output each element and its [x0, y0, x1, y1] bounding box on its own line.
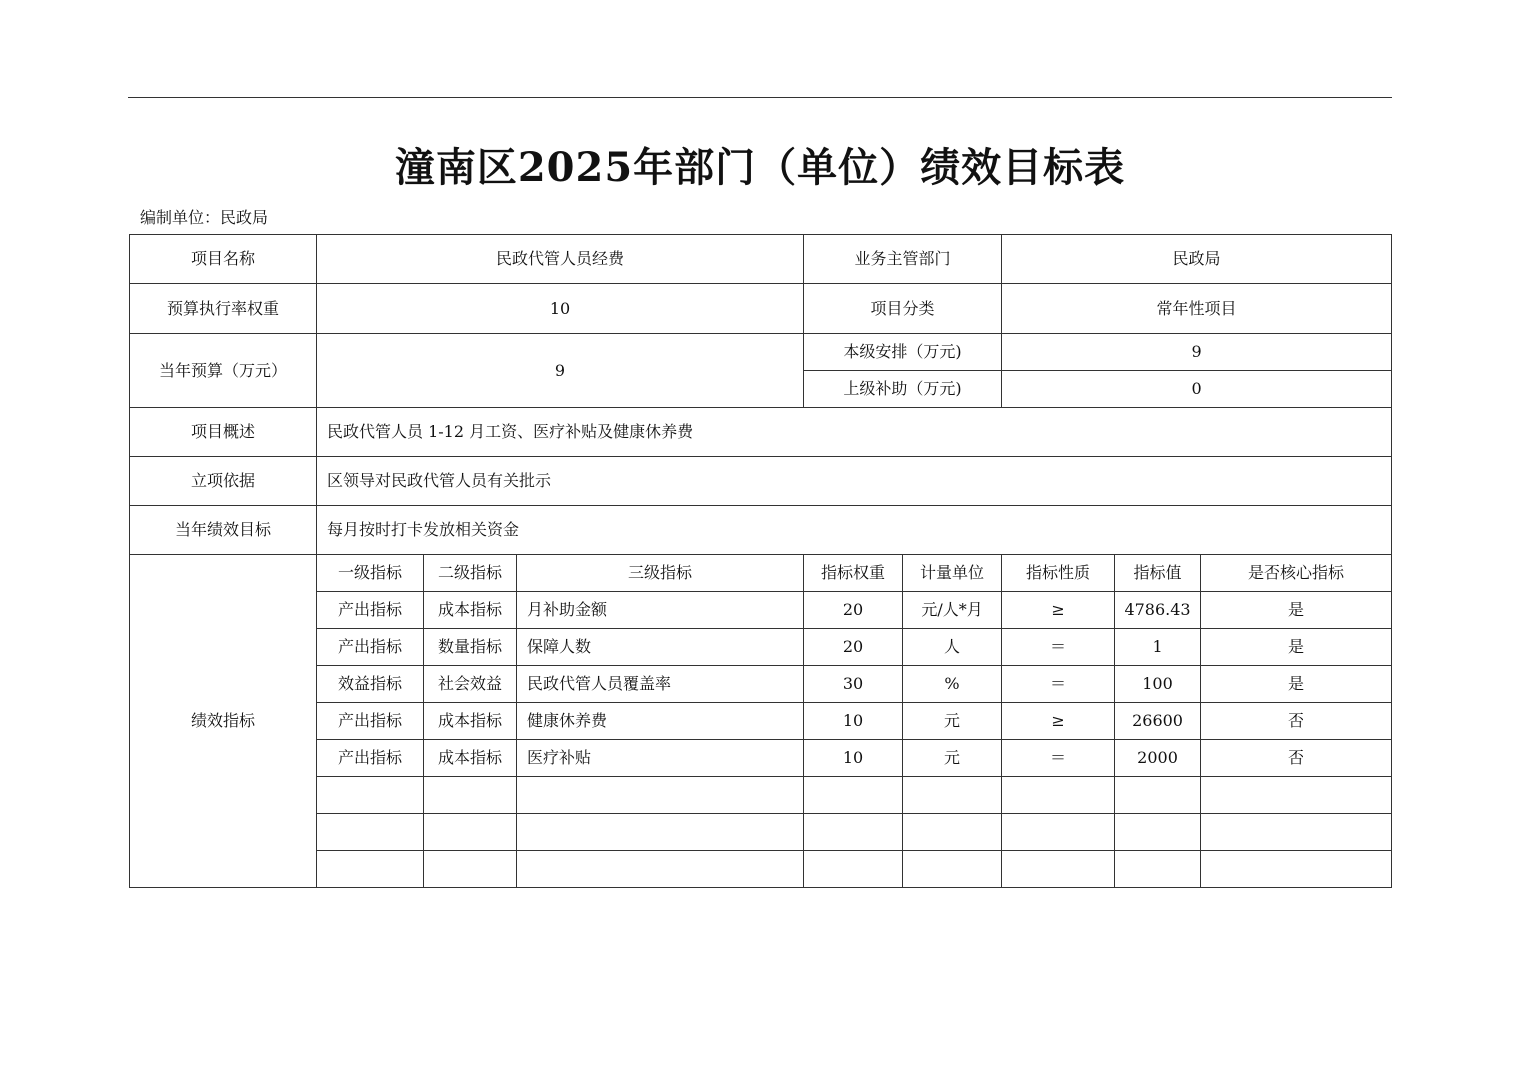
goal-value: 每月按时打卡发放相关资金: [317, 506, 1392, 555]
indicator-row-empty: [130, 777, 1392, 814]
budget-label: 当年预算（万元）: [130, 334, 317, 408]
empty-cell: [1201, 851, 1392, 888]
level1-cell: 产出指标: [317, 592, 424, 629]
nature-cell: ＝: [1002, 666, 1115, 703]
local-label: 本级安排（万元): [804, 334, 1002, 371]
level1-cell: 效益指标: [317, 666, 424, 703]
header-cell: 指标值: [1115, 555, 1201, 592]
indicator-header-row: [130, 555, 1392, 592]
empty-cell: [804, 777, 903, 814]
core-cell: 否: [1201, 740, 1392, 777]
level3-cell: 民政代管人员覆盖率: [517, 666, 804, 703]
empty-cell: [1002, 814, 1115, 851]
weight-cell: 10: [804, 703, 903, 740]
empty-cell: [424, 814, 517, 851]
value-cell: 4786.43: [1115, 592, 1201, 629]
category-value: 常年性项目: [1002, 284, 1392, 334]
level2-cell: 成本指标: [424, 592, 517, 629]
header-rule: [128, 97, 1392, 98]
header-cell: 三级指标: [517, 555, 804, 592]
header-cell: 计量单位: [903, 555, 1002, 592]
table-row: [130, 235, 1392, 284]
project-name-label: 项目名称: [130, 235, 317, 284]
header-cell: 指标权重: [804, 555, 903, 592]
unit-cell: %: [903, 666, 1002, 703]
weight-label: 预算执行率权重: [130, 284, 317, 334]
overview-value: 民政代管人员 1-12 月工资、医疗补贴及健康休养费: [317, 408, 1392, 457]
nature-cell: ＝: [1002, 740, 1115, 777]
indicator-row: [130, 703, 1392, 740]
unit-cell: 元: [903, 703, 1002, 740]
level1-cell: 产出指标: [317, 703, 424, 740]
nature-cell: ≥: [1002, 703, 1115, 740]
unit-cell: 人: [903, 629, 1002, 666]
indicator-row: [130, 629, 1392, 666]
value-cell: 100: [1115, 666, 1201, 703]
overview-label: 项目概述: [130, 408, 317, 457]
empty-cell: [424, 777, 517, 814]
weight-cell: 30: [804, 666, 903, 703]
level1-cell: 产出指标: [317, 629, 424, 666]
indicator-row: [130, 666, 1392, 703]
empty-cell: [1201, 777, 1392, 814]
empty-cell: [517, 777, 804, 814]
empty-cell: [804, 851, 903, 888]
level2-cell: 成本指标: [424, 740, 517, 777]
table-row: [130, 284, 1392, 334]
table-row: [130, 506, 1392, 555]
core-cell: 是: [1201, 629, 1392, 666]
weight-value: 10: [317, 284, 804, 334]
header-cell: 是否核心指标: [1201, 555, 1392, 592]
value-cell: 1: [1115, 629, 1201, 666]
empty-cell: [424, 851, 517, 888]
empty-cell: [1002, 851, 1115, 888]
empty-cell: [1115, 777, 1201, 814]
empty-cell: [317, 777, 424, 814]
empty-cell: [517, 851, 804, 888]
indicator-section-label: 绩效指标: [130, 555, 317, 888]
performance-target-table: [129, 234, 1392, 888]
header-cell: 指标性质: [1002, 555, 1115, 592]
empty-cell: [903, 777, 1002, 814]
basis-value: 区领导对民政代管人员有关批示: [317, 457, 1392, 506]
core-cell: 是: [1201, 592, 1392, 629]
empty-cell: [903, 814, 1002, 851]
level3-cell: 保障人数: [517, 629, 804, 666]
level3-cell: 医疗补贴: [517, 740, 804, 777]
core-cell: 是: [1201, 666, 1392, 703]
local-value: 9: [1002, 334, 1392, 371]
dept-value: 民政局: [1002, 235, 1392, 284]
level2-cell: 成本指标: [424, 703, 517, 740]
empty-cell: [1002, 777, 1115, 814]
weight-cell: 20: [804, 592, 903, 629]
indicator-row: [130, 592, 1392, 629]
value-cell: 2000: [1115, 740, 1201, 777]
empty-cell: [1201, 814, 1392, 851]
table-row: [130, 334, 1392, 371]
header-cell: 二级指标: [424, 555, 517, 592]
level3-cell: 健康休养费: [517, 703, 804, 740]
compiling-unit: 编制单位：民政局: [140, 208, 269, 227]
value-cell: 26600: [1115, 703, 1201, 740]
upper-value: 0: [1002, 371, 1392, 408]
upper-label: 上级补助（万元): [804, 371, 1002, 408]
empty-cell: [1115, 851, 1201, 888]
header-cell: 一级指标: [317, 555, 424, 592]
level3-cell: 月补助金额: [517, 592, 804, 629]
dept-label: 业务主管部门: [804, 235, 1002, 284]
level2-cell: 社会效益: [424, 666, 517, 703]
nature-cell: ＝: [1002, 629, 1115, 666]
indicator-row: [130, 740, 1392, 777]
indicator-row-empty: [130, 851, 1392, 888]
level2-cell: 数量指标: [424, 629, 517, 666]
empty-cell: [317, 814, 424, 851]
basis-label: 立项依据: [130, 457, 317, 506]
unit-cell: 元: [903, 740, 1002, 777]
budget-value: 9: [317, 334, 804, 408]
table-row: [130, 457, 1392, 506]
empty-cell: [1115, 814, 1201, 851]
empty-cell: [317, 851, 424, 888]
core-cell: 否: [1201, 703, 1392, 740]
empty-cell: [903, 851, 1002, 888]
empty-cell: [517, 814, 804, 851]
indicator-row-empty: [130, 814, 1392, 851]
goal-label: 当年绩效目标: [130, 506, 317, 555]
weight-cell: 10: [804, 740, 903, 777]
unit-cell: 元/人*月: [903, 592, 1002, 629]
project-name-value: 民政代管人员经费: [317, 235, 804, 284]
category-label: 项目分类: [804, 284, 1002, 334]
weight-cell: 20: [804, 629, 903, 666]
page-title: 潼南区2025年部门（单位）绩效目标表: [394, 144, 1126, 191]
level1-cell: 产出指标: [317, 740, 424, 777]
nature-cell: ≥: [1002, 592, 1115, 629]
empty-cell: [804, 814, 903, 851]
table-row: [130, 408, 1392, 457]
